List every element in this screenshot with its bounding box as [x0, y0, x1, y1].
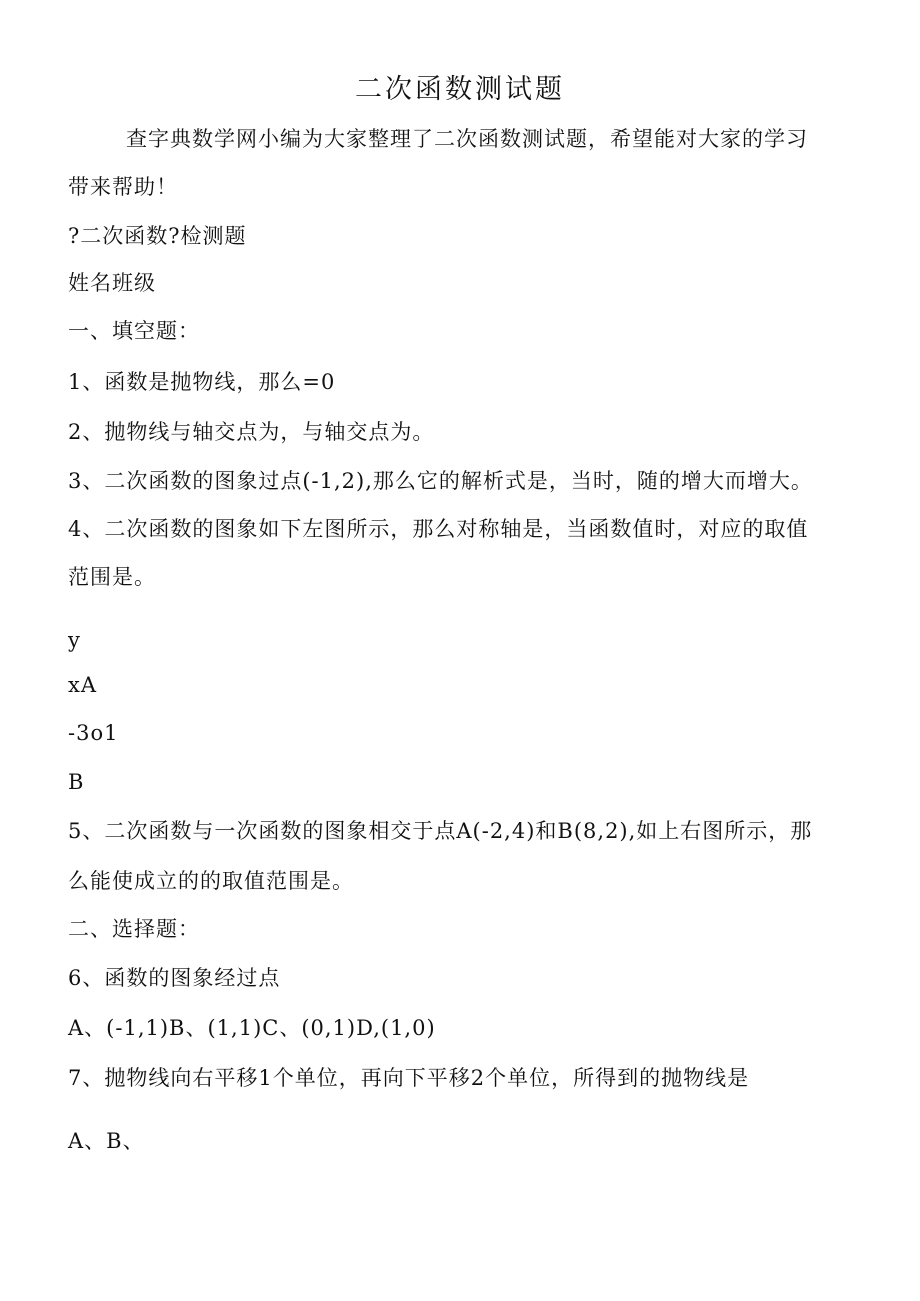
question-4-line-1: 4、二次函数的图象如下左图所示，那么对称轴是，当函数值时，对应的取值: [68, 517, 809, 541]
question-2: 2、抛物线与轴交点为，与轴交点为。: [68, 420, 435, 444]
figure-label-y: y: [68, 628, 81, 652]
test-heading: ?二次函数?检测题: [68, 224, 247, 248]
question-6: 6、函数的图象经过点: [68, 966, 281, 990]
document-title: 二次函数测试题: [355, 74, 565, 105]
question-1: 1、函数是抛物线，那么=0: [68, 370, 336, 394]
figure-label-axis: -3o1: [68, 721, 119, 745]
intro-line-2: 带来帮助！: [68, 175, 178, 199]
figure-label-b: B: [68, 770, 85, 794]
question-7: 7、抛物线向右平移1个单位，再向下平移2个单位，所得到的抛物线是: [68, 1066, 750, 1090]
question-5-line-1: 5、二次函数与一次函数的图象相交于点A(-2,4)和B(8,2),如上右图所示，那: [68, 819, 813, 843]
section-fill-blank-heading: 一、填空题：: [68, 319, 200, 343]
question-6-options: A、(-1,1)B、(1,1)C、(0,1)D,(1,0): [68, 1016, 436, 1040]
section-choice-heading: 二、选择题：: [68, 917, 200, 941]
question-5-line-2: 么能使成立的的取值范围是。: [68, 869, 354, 893]
question-7-options: A、B、: [68, 1129, 145, 1153]
question-3: 3、二次函数的图象过点(-1,2),那么它的解析式是，当时，随的增大而增大。: [68, 469, 813, 493]
intro-line-1: 查字典数学网小编为大家整理了二次函数测试题，希望能对大家的学习: [126, 127, 808, 151]
name-class-line: 姓名班级: [68, 271, 156, 295]
figure-label-xa: xA: [68, 673, 98, 697]
question-4-line-2: 范围是。: [68, 565, 156, 589]
